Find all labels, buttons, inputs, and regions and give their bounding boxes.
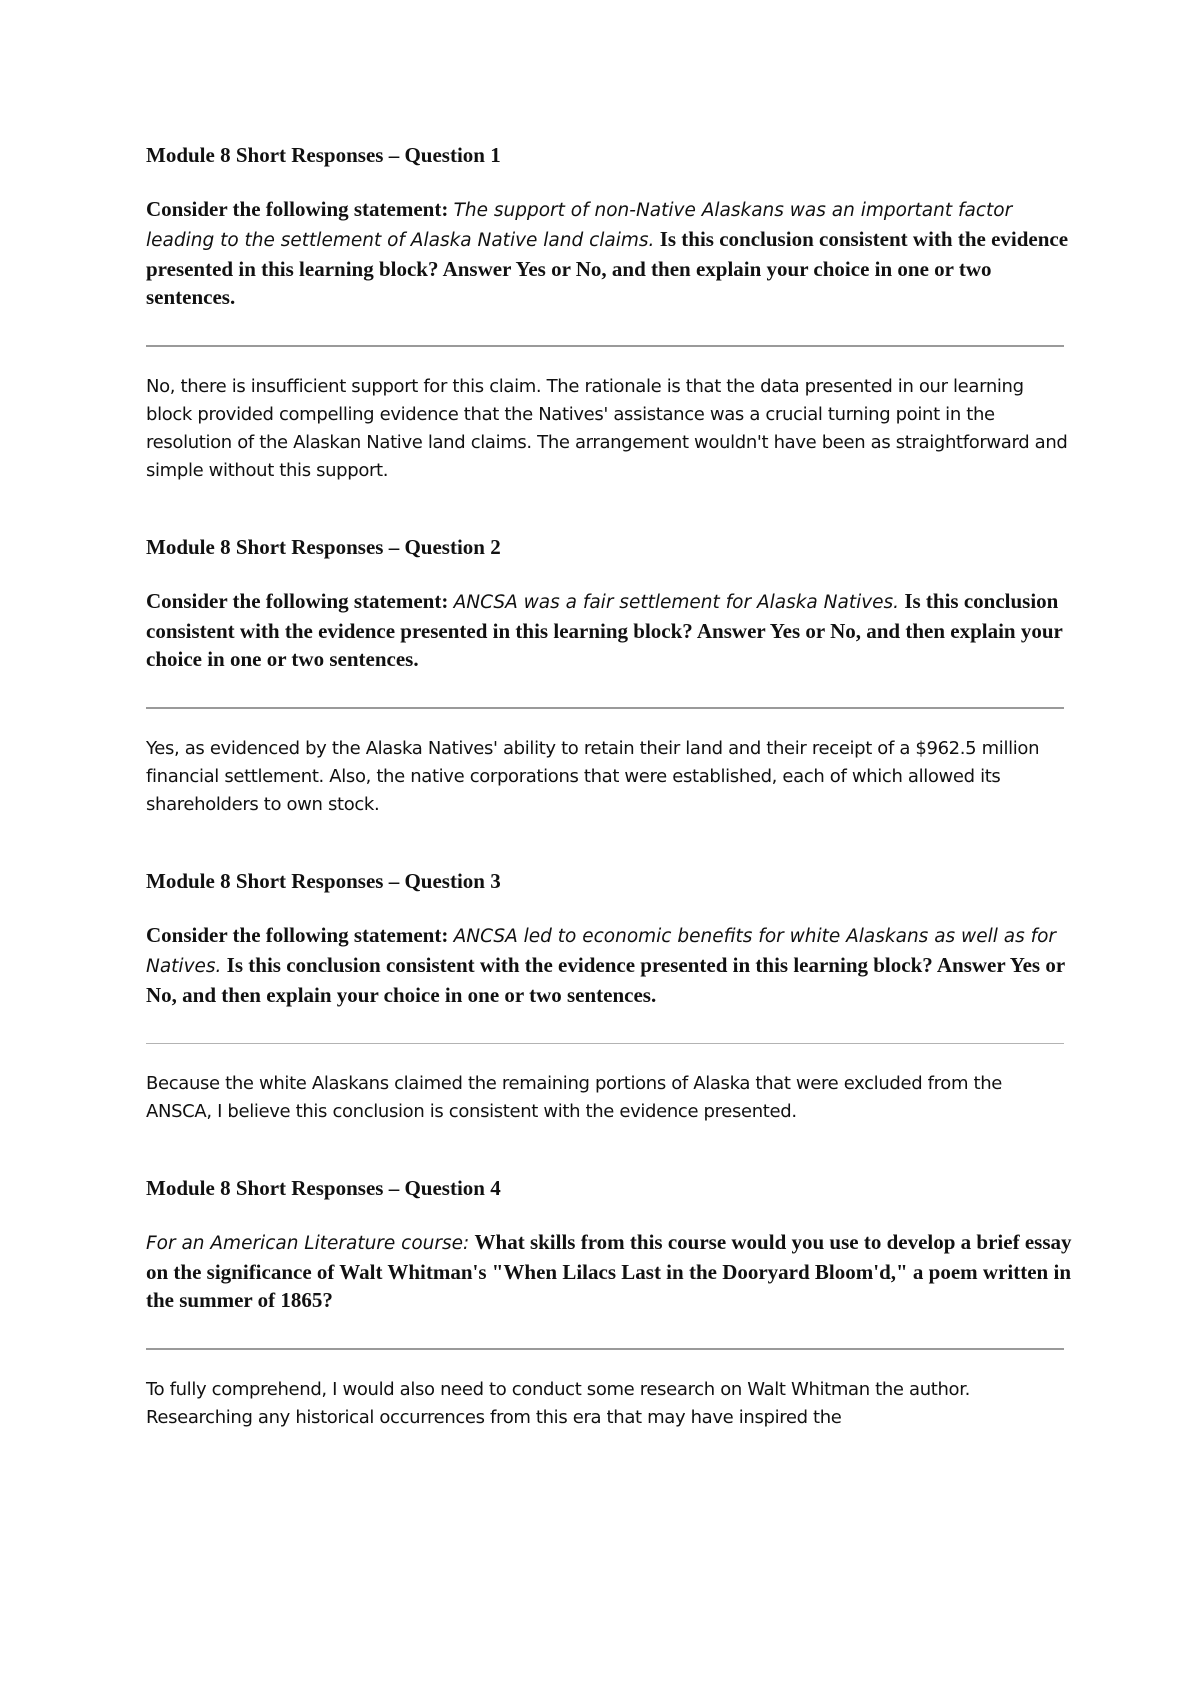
divider (146, 1043, 1064, 1044)
divider (146, 1348, 1064, 1350)
question-prompt (146, 921, 1072, 1009)
prompt-instruction: What skills from this course would you use to develop a brief essay on the significance of Walt Whitman's "When Lilacs Last in the Dooryard Bloom'd," a poem written in the summer of 1865? (146, 1230, 1072, 1312)
prompt-instruction: Is this conclusion consistent with the evidence presented in this learning block? Answer Yes or No, and then explain your choice in one or two sentences. (146, 227, 1069, 309)
question-heading: Module 8 Short Responses – Question 2 (146, 535, 501, 559)
question-1 (146, 141, 1072, 485)
question-heading: Module 8 Short Responses – Question 4 (146, 1176, 501, 1200)
answer-text: To fully comprehend, I would also need to conduct some research on Walt Whitman the author. Researching any historical occurrences from this era that may have inspired the (146, 1379, 970, 1428)
prompt-statement: The support of non-Native Alaskans was an important factor leading to the settlement of Alaska Native land claims. (146, 200, 1013, 251)
question-prompt (146, 1228, 1072, 1314)
prompt-statement: ANCSA led to economic benefits for white Alaskans as well as for Natives. (146, 926, 1057, 977)
question-heading: Module 8 Short Responses – Question 1 (146, 143, 501, 167)
question-prompt (146, 195, 1072, 311)
divider (146, 345, 1064, 347)
answer-text: Yes, as evidenced by the Alaska Natives' ability to retain their land and their receipt of a $962.5 million financial settlement. Also, the native corporations that were established, each of which allowed its shareholders to own stock. (146, 738, 1040, 815)
answer-text: No, there is insufficient support for this claim. The rationale is that the data presented in our learning block provided compelling evidence that the Natives' assistance was a crucial turning point in the resolution of the Alaskan Native land claims. The arrangement wouldn't have been as straightforward and simple without this support. (146, 376, 1068, 481)
answer-text: Because the white Alaskans claimed the remaining portions of Alaska that were excluded from the ANSCA, I believe this conclusion is consistent with the evidence presented. (146, 1073, 1002, 1122)
question-2 (146, 533, 1072, 819)
prompt-context: For an American Literature course: (146, 1233, 470, 1254)
question-heading: Module 8 Short Responses – Question 3 (146, 869, 501, 893)
question-3 (146, 867, 1072, 1126)
divider (146, 707, 1064, 709)
question-4 (146, 1174, 1072, 1432)
prompt-lead: Consider the following statement: (146, 197, 449, 221)
prompt-statement: ANCSA was a fair settlement for Alaska Natives. (453, 592, 900, 613)
prompt-lead: Consider the following statement: (146, 589, 449, 613)
prompt-instruction: Is this conclusion consistent with the evidence presented in this learning block? Answer Yes or No, and then explain your choice in one or two sentences. (146, 589, 1063, 671)
prompt-instruction: Is this conclusion consistent with the evidence presented in this learning block? Answer Yes or No, and then explain your choice in one or two sentences. (146, 953, 1065, 1007)
prompt-lead: Consider the following statement: (146, 923, 449, 947)
question-prompt (146, 587, 1072, 673)
